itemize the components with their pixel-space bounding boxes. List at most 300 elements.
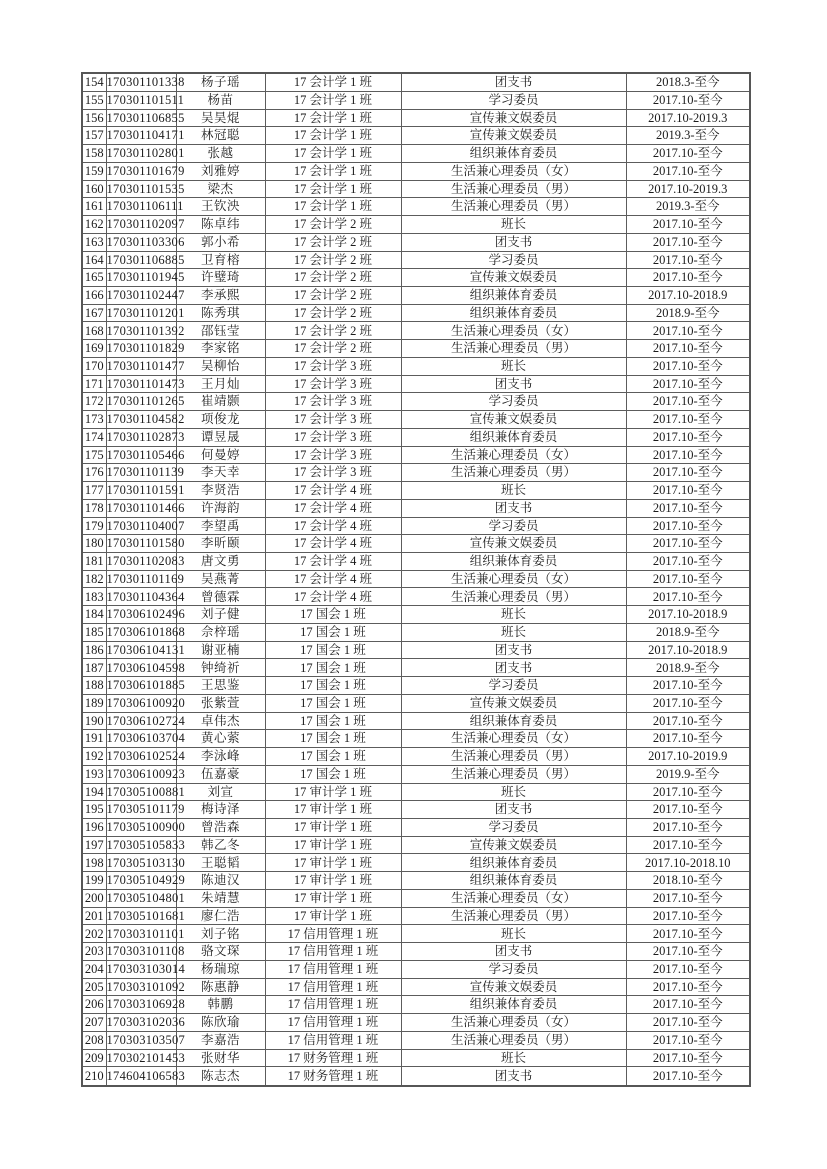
term-cell: 2017.10-至今: [626, 357, 750, 375]
row-number-cell: 205: [82, 978, 106, 996]
class-cell: 17 审计学 1 班: [265, 783, 401, 801]
name-cell: 曾浩森: [176, 819, 265, 837]
class-cell: 17 会计学 1 班: [265, 180, 401, 198]
position-cell: 生活兼心理委员（女）: [401, 1014, 626, 1032]
class-cell: 17 会计学 1 班: [265, 145, 401, 163]
table-row: [82, 73, 750, 91]
term-cell: 2017.10-2019.9: [626, 748, 750, 766]
class-cell: 17 信用管理 1 班: [265, 1014, 401, 1032]
position-cell: 生活兼心理委员（男）: [401, 464, 626, 482]
name-cell: 廖仁浩: [176, 907, 265, 925]
name-cell: 韩乙冬: [176, 836, 265, 854]
name-cell: 吴燕菁: [176, 570, 265, 588]
name-cell: 骆文琛: [176, 943, 265, 961]
position-cell: 生活兼心理委员（女）: [401, 570, 626, 588]
student-id-cell: 170303101108: [106, 943, 176, 961]
table-row: [82, 783, 750, 801]
position-cell: 生活兼心理委员（男）: [401, 340, 626, 358]
name-cell: 张财华: [176, 1049, 265, 1067]
name-cell: 崔靖颢: [176, 393, 265, 411]
name-cell: 陈秀琪: [176, 304, 265, 322]
term-cell: 2017.10-至今: [626, 162, 750, 180]
term-cell: 2017.10-至今: [626, 801, 750, 819]
row-number-cell: 179: [82, 517, 106, 535]
position-cell: 班长: [401, 482, 626, 500]
student-id-cell: 170301101829: [106, 340, 176, 358]
name-cell: 王思鉴: [176, 677, 265, 695]
row-number-cell: 197: [82, 836, 106, 854]
position-cell: 团支书: [401, 641, 626, 659]
student-id-cell: 170306104131: [106, 641, 176, 659]
term-cell: 2018.9-至今: [626, 659, 750, 677]
name-cell: 李贤浩: [176, 482, 265, 500]
name-cell: 李承熙: [176, 286, 265, 304]
class-cell: 17 会计学 2 班: [265, 304, 401, 322]
student-id-cell: 170305101179: [106, 801, 176, 819]
student-id-cell: 170301103306: [106, 233, 176, 251]
student-id-cell: 170301101591: [106, 482, 176, 500]
position-cell: 班长: [401, 216, 626, 234]
row-number-cell: 165: [82, 269, 106, 287]
name-cell: 谢亚楠: [176, 641, 265, 659]
table-row: [82, 570, 750, 588]
class-cell: 17 会计学 4 班: [265, 499, 401, 517]
table-row: [82, 216, 750, 234]
term-cell: 2017.10-至今: [626, 1067, 750, 1086]
position-cell: 组织兼体育委员: [401, 145, 626, 163]
class-cell: 17 会计学 1 班: [265, 127, 401, 145]
name-cell: 刘子铭: [176, 925, 265, 943]
position-cell: 生活兼心理委员（女）: [401, 446, 626, 464]
position-cell: 学习委员: [401, 819, 626, 837]
table-row: [82, 819, 750, 837]
position-cell: 学习委员: [401, 677, 626, 695]
name-cell: 朱靖慧: [176, 889, 265, 907]
name-cell: 李昕颐: [176, 535, 265, 553]
term-cell: 2018.3-至今: [626, 73, 750, 91]
position-cell: 生活兼心理委员（女）: [401, 730, 626, 748]
term-cell: 2017.10-至今: [626, 889, 750, 907]
position-cell: 学习委员: [401, 960, 626, 978]
class-cell: 17 信用管理 1 班: [265, 943, 401, 961]
class-cell: 17 国会 1 班: [265, 765, 401, 783]
student-id-cell: 170301104171: [106, 127, 176, 145]
row-number-cell: 172: [82, 393, 106, 411]
row-number-cell: 173: [82, 411, 106, 429]
position-cell: 团支书: [401, 499, 626, 517]
name-cell: 李泳峰: [176, 748, 265, 766]
term-cell: 2017.10-至今: [626, 836, 750, 854]
class-cell: 17 信用管理 1 班: [265, 960, 401, 978]
student-id-cell: 170303103507: [106, 1031, 176, 1049]
position-cell: 组织兼体育委员: [401, 854, 626, 872]
class-cell: 17 会计学 3 班: [265, 411, 401, 429]
term-cell: 2017.10-至今: [626, 499, 750, 517]
term-cell: 2017.10-至今: [626, 960, 750, 978]
student-id-cell: 170306102524: [106, 748, 176, 766]
class-cell: 17 国会 1 班: [265, 641, 401, 659]
class-cell: 17 会计学 1 班: [265, 73, 401, 91]
student-id-cell: 170306102496: [106, 606, 176, 624]
table-row: [82, 943, 750, 961]
class-cell: 17 国会 1 班: [265, 659, 401, 677]
class-cell: 17 信用管理 1 班: [265, 1031, 401, 1049]
class-cell: 17 审计学 1 班: [265, 854, 401, 872]
table-row: [82, 748, 750, 766]
class-cell: 17 会计学 1 班: [265, 198, 401, 216]
row-number-cell: 176: [82, 464, 106, 482]
table-row: [82, 340, 750, 358]
class-cell: 17 会计学 1 班: [265, 109, 401, 127]
class-cell: 17 会计学 2 班: [265, 340, 401, 358]
position-cell: 团支书: [401, 375, 626, 393]
student-id-cell: 170303106928: [106, 996, 176, 1014]
class-cell: 17 国会 1 班: [265, 748, 401, 766]
student-id-cell: 170301106111: [106, 198, 176, 216]
table-row: [82, 801, 750, 819]
student-id-cell: 170305105833: [106, 836, 176, 854]
table-row: [82, 162, 750, 180]
class-cell: 17 信用管理 1 班: [265, 925, 401, 943]
class-cell: 17 会计学 2 班: [265, 286, 401, 304]
class-cell: 17 会计学 4 班: [265, 570, 401, 588]
student-id-cell: 170306100923: [106, 765, 176, 783]
name-cell: 邵钰莹: [176, 322, 265, 340]
row-number-cell: 177: [82, 482, 106, 500]
row-number-cell: 160: [82, 180, 106, 198]
row-number-cell: 166: [82, 286, 106, 304]
position-cell: 宣传兼文娱委员: [401, 127, 626, 145]
row-number-cell: 192: [82, 748, 106, 766]
row-number-cell: 163: [82, 233, 106, 251]
position-cell: 生活兼心理委员（男）: [401, 180, 626, 198]
name-cell: 陈卓纬: [176, 216, 265, 234]
table-row: [82, 428, 750, 446]
name-cell: 陈迪汉: [176, 872, 265, 890]
name-cell: 张越: [176, 145, 265, 163]
class-cell: 17 国会 1 班: [265, 677, 401, 695]
row-number-cell: 157: [82, 127, 106, 145]
term-cell: 2017.10-至今: [626, 730, 750, 748]
table-row: [82, 1049, 750, 1067]
row-number-cell: 170: [82, 357, 106, 375]
student-id-cell: 170301106885: [106, 251, 176, 269]
table-row: [82, 907, 750, 925]
name-cell: 刘宣: [176, 783, 265, 801]
row-number-cell: 182: [82, 570, 106, 588]
student-id-cell: 170301101679: [106, 162, 176, 180]
row-number-cell: 209: [82, 1049, 106, 1067]
class-cell: 17 审计学 1 班: [265, 907, 401, 925]
row-number-cell: 210: [82, 1067, 106, 1086]
term-cell: 2017.10-2018.9: [626, 641, 750, 659]
class-cell: 17 信用管理 1 班: [265, 996, 401, 1014]
position-cell: 班长: [401, 606, 626, 624]
student-id-cell: 170301101535: [106, 180, 176, 198]
name-cell: 梅诗泽: [176, 801, 265, 819]
term-cell: 2019.3-至今: [626, 198, 750, 216]
class-cell: 17 会计学 1 班: [265, 162, 401, 180]
table-row: [82, 251, 750, 269]
term-cell: 2017.10-2018.9: [626, 606, 750, 624]
student-id-cell: 170301102801: [106, 145, 176, 163]
class-cell: 17 会计学 2 班: [265, 216, 401, 234]
position-cell: 班长: [401, 623, 626, 641]
name-cell: 卓伟杰: [176, 712, 265, 730]
table-row: [82, 446, 750, 464]
class-cell: 17 会计学 3 班: [265, 446, 401, 464]
table-row: [82, 375, 750, 393]
row-number-cell: 181: [82, 552, 106, 570]
row-number-cell: 207: [82, 1014, 106, 1032]
row-number-cell: 198: [82, 854, 106, 872]
term-cell: 2017.10-至今: [626, 464, 750, 482]
table-row: [82, 109, 750, 127]
term-cell: 2018.9-至今: [626, 304, 750, 322]
student-id-cell: 170305103130: [106, 854, 176, 872]
row-number-cell: 187: [82, 659, 106, 677]
class-cell: 17 会计学 2 班: [265, 269, 401, 287]
student-id-cell: 170301104582: [106, 411, 176, 429]
row-number-cell: 174: [82, 428, 106, 446]
table-row: [82, 730, 750, 748]
student-id-cell: 170301101477: [106, 357, 176, 375]
name-cell: 王钦泱: [176, 198, 265, 216]
term-cell: 2017.10-至今: [626, 1049, 750, 1067]
term-cell: 2017.10-至今: [626, 996, 750, 1014]
student-id-cell: 170301104364: [106, 588, 176, 606]
row-number-cell: 190: [82, 712, 106, 730]
term-cell: 2017.10-至今: [626, 978, 750, 996]
row-number-cell: 183: [82, 588, 106, 606]
name-cell: 曾德霖: [176, 588, 265, 606]
student-id-cell: 170306100920: [106, 694, 176, 712]
table-row: [82, 1014, 750, 1032]
table-row: [82, 978, 750, 996]
row-number-cell: 167: [82, 304, 106, 322]
position-cell: 生活兼心理委员（男）: [401, 765, 626, 783]
class-cell: 17 国会 1 班: [265, 712, 401, 730]
name-cell: 许璧琦: [176, 269, 265, 287]
table-row: [82, 925, 750, 943]
class-cell: 17 会计学 2 班: [265, 322, 401, 340]
name-cell: 李望禹: [176, 517, 265, 535]
row-number-cell: 175: [82, 446, 106, 464]
class-cell: 17 国会 1 班: [265, 623, 401, 641]
position-cell: 团支书: [401, 659, 626, 677]
row-number-cell: 161: [82, 198, 106, 216]
class-cell: 17 会计学 3 班: [265, 357, 401, 375]
position-cell: 学习委员: [401, 91, 626, 109]
table-row: [82, 836, 750, 854]
row-number-cell: 184: [82, 606, 106, 624]
term-cell: 2017.10-至今: [626, 535, 750, 553]
row-number-cell: 196: [82, 819, 106, 837]
student-id-cell: 170303101092: [106, 978, 176, 996]
table-row: [82, 91, 750, 109]
student-id-cell: 170301101392: [106, 322, 176, 340]
term-cell: 2017.10-至今: [626, 375, 750, 393]
student-id-cell: 170303103014: [106, 960, 176, 978]
student-id-cell: 170301104007: [106, 517, 176, 535]
term-cell: 2017.10-至今: [626, 677, 750, 695]
table-row: [82, 198, 750, 216]
class-cell: 17 国会 1 班: [265, 730, 401, 748]
term-cell: 2017.10-至今: [626, 925, 750, 943]
position-cell: 生活兼心理委员（男）: [401, 588, 626, 606]
position-cell: 生活兼心理委员（女）: [401, 162, 626, 180]
table-row: [82, 499, 750, 517]
position-cell: 宣传兼文娱委员: [401, 535, 626, 553]
class-cell: 17 审计学 1 班: [265, 819, 401, 837]
name-cell: 卫育榕: [176, 251, 265, 269]
position-cell: 学习委员: [401, 393, 626, 411]
student-id-cell: 170301106855: [106, 109, 176, 127]
name-cell: 刘子健: [176, 606, 265, 624]
table-row: [82, 464, 750, 482]
row-number-cell: 191: [82, 730, 106, 748]
position-cell: 生活兼心理委员（女）: [401, 889, 626, 907]
class-cell: 17 会计学 4 班: [265, 517, 401, 535]
position-cell: 组织兼体育委员: [401, 872, 626, 890]
name-cell: 黄心萦: [176, 730, 265, 748]
table-row: [82, 588, 750, 606]
position-cell: 生活兼心理委员（男）: [401, 907, 626, 925]
position-cell: 班长: [401, 783, 626, 801]
table-row: [82, 712, 750, 730]
term-cell: 2017.10-2018.10: [626, 854, 750, 872]
position-cell: 组织兼体育委员: [401, 712, 626, 730]
student-id-cell: 170305100900: [106, 819, 176, 837]
table-row: [82, 1067, 750, 1086]
class-cell: 17 会计学 2 班: [265, 251, 401, 269]
student-id-cell: 170301101169: [106, 570, 176, 588]
term-cell: 2017.10-至今: [626, 907, 750, 925]
student-id-cell: 170301102873: [106, 428, 176, 446]
student-id-cell: 170301102447: [106, 286, 176, 304]
term-cell: 2017.10-至今: [626, 783, 750, 801]
term-cell: 2017.10-至今: [626, 552, 750, 570]
student-id-cell: 170302101453: [106, 1049, 176, 1067]
name-cell: 何曼婷: [176, 446, 265, 464]
term-cell: 2017.10-至今: [626, 1014, 750, 1032]
student-id-cell: 170306101885: [106, 677, 176, 695]
position-cell: 生活兼心理委员（男）: [401, 1031, 626, 1049]
row-number-cell: 169: [82, 340, 106, 358]
name-cell: 刘雅婷: [176, 162, 265, 180]
name-cell: 唐文勇: [176, 552, 265, 570]
row-number-cell: 201: [82, 907, 106, 925]
row-number-cell: 171: [82, 375, 106, 393]
position-cell: 宣传兼文娱委员: [401, 109, 626, 127]
row-number-cell: 200: [82, 889, 106, 907]
row-number-cell: 154: [82, 73, 106, 91]
class-cell: 17 会计学 4 班: [265, 552, 401, 570]
term-cell: 2017.10-至今: [626, 694, 750, 712]
student-id-cell: 170303101101: [106, 925, 176, 943]
position-cell: 团支书: [401, 1067, 626, 1086]
class-cell: 17 财务管理 1 班: [265, 1049, 401, 1067]
row-number-cell: 194: [82, 783, 106, 801]
name-cell: 杨子瑶: [176, 73, 265, 91]
student-id-cell: 170303102036: [106, 1014, 176, 1032]
term-cell: 2018.9-至今: [626, 623, 750, 641]
name-cell: 吴昊焜: [176, 109, 265, 127]
row-number-cell: 185: [82, 623, 106, 641]
class-cell: 17 会计学 1 班: [265, 91, 401, 109]
row-number-cell: 206: [82, 996, 106, 1014]
position-cell: 生活兼心理委员（男）: [401, 748, 626, 766]
row-number-cell: 186: [82, 641, 106, 659]
row-number-cell: 164: [82, 251, 106, 269]
row-number-cell: 204: [82, 960, 106, 978]
name-cell: 张紫萱: [176, 694, 265, 712]
term-cell: 2017.10-至今: [626, 712, 750, 730]
term-cell: 2017.10-至今: [626, 340, 750, 358]
student-id-cell: 170301101945: [106, 269, 176, 287]
name-cell: 钟绮祈: [176, 659, 265, 677]
student-id-cell: 170301102083: [106, 552, 176, 570]
student-id-cell: 170306102724: [106, 712, 176, 730]
table-row: [82, 535, 750, 553]
position-cell: 学习委员: [401, 517, 626, 535]
table-row: [82, 854, 750, 872]
student-id-cell: 170301102097: [106, 216, 176, 234]
term-cell: 2017.10-至今: [626, 570, 750, 588]
table-row: [82, 127, 750, 145]
position-cell: 学习委员: [401, 251, 626, 269]
term-cell: 2017.10-至今: [626, 91, 750, 109]
class-cell: 17 审计学 1 班: [265, 836, 401, 854]
position-cell: 组织兼体育委员: [401, 304, 626, 322]
name-cell: 梁杰: [176, 180, 265, 198]
position-cell: 团支书: [401, 801, 626, 819]
student-id-cell: 170301101473: [106, 375, 176, 393]
class-cell: 17 国会 1 班: [265, 694, 401, 712]
table-row: [82, 286, 750, 304]
student-id-cell: 170301105466: [106, 446, 176, 464]
position-cell: 宣传兼文娱委员: [401, 411, 626, 429]
term-cell: 2017.10-至今: [626, 411, 750, 429]
term-cell: 2017.10-至今: [626, 322, 750, 340]
position-cell: 组织兼体育委员: [401, 286, 626, 304]
name-cell: 项俊龙: [176, 411, 265, 429]
table-row: [82, 180, 750, 198]
row-number-cell: 168: [82, 322, 106, 340]
row-number-cell: 158: [82, 145, 106, 163]
table-row: [82, 623, 750, 641]
roster-table-body: [82, 73, 750, 1086]
row-number-cell: 208: [82, 1031, 106, 1049]
position-cell: 团支书: [401, 73, 626, 91]
position-cell: 组织兼体育委员: [401, 428, 626, 446]
name-cell: 陈惠静: [176, 978, 265, 996]
row-number-cell: 203: [82, 943, 106, 961]
student-id-cell: 170301101338: [106, 73, 176, 91]
position-cell: 班长: [401, 925, 626, 943]
name-cell: 吴柳怡: [176, 357, 265, 375]
table-row: [82, 641, 750, 659]
name-cell: 林冠聪: [176, 127, 265, 145]
table-row: [82, 872, 750, 890]
table-row: [82, 1031, 750, 1049]
table-row: [82, 233, 750, 251]
class-cell: 17 信用管理 1 班: [265, 978, 401, 996]
row-number-cell: 178: [82, 499, 106, 517]
term-cell: 2017.10-2019.3: [626, 180, 750, 198]
student-id-cell: 170306104598: [106, 659, 176, 677]
position-cell: 宣传兼文娱委员: [401, 694, 626, 712]
